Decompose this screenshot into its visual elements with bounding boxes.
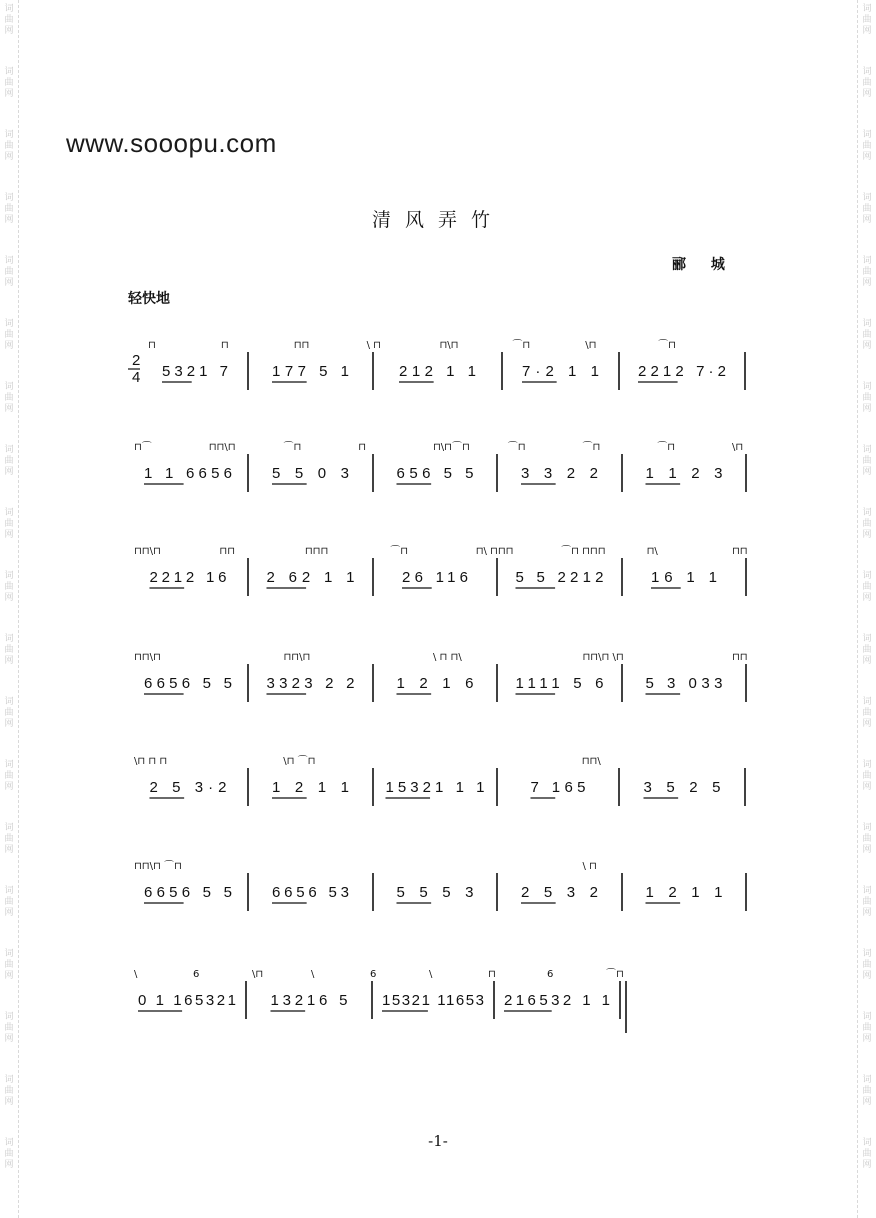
bowing-mark: ⊓⊓\⊓ \⊓ xyxy=(582,652,624,663)
watermark-mark: 词曲网 xyxy=(862,193,872,225)
bowing-mark: ⌒⊓ xyxy=(283,442,302,453)
measure-notes: 5321 7 xyxy=(162,363,228,380)
measure-notes: 15321 1 1 xyxy=(385,779,485,796)
song-title: 清风弄竹 xyxy=(371,209,504,231)
bowing-mark: 6 xyxy=(547,969,554,980)
bowing-mark: \ xyxy=(311,969,315,980)
watermark-mark: 词曲网 xyxy=(4,508,14,540)
watermark-mark: 词曲网 xyxy=(4,571,14,603)
bowing-mark: ⊓⌒ xyxy=(134,442,152,453)
measure-notes: 3323 2 2 xyxy=(266,675,355,692)
measure-notes: 16 1 1 xyxy=(651,569,717,586)
watermark-mark: 词曲网 xyxy=(4,319,14,351)
site-url[interactable]: www.sooopu.com xyxy=(66,128,277,158)
bowing-mark: ⌒⊓ xyxy=(582,442,601,453)
bowing-mark: ⊓⊓\⊓ xyxy=(134,652,161,663)
bowing-mark: ⊓⊓\⊓ ⌒⊓ xyxy=(134,861,182,872)
bowing-mark: \⊓ xyxy=(252,969,264,980)
measure-notes: 2 5 3·2 xyxy=(149,779,227,796)
watermark-mark: 词曲网 xyxy=(4,193,14,225)
watermark-mark: 词曲网 xyxy=(862,697,872,729)
measure-notes: 7 165 xyxy=(530,779,586,796)
measure-notes: 2 5 3 2 xyxy=(521,884,598,901)
bowing-mark: 6 xyxy=(193,969,200,980)
bowing-mark: ⌒⊓ ⊓⊓⊓ xyxy=(561,546,606,557)
bowing-mark: ⊓ xyxy=(220,340,229,351)
watermark-mark: 词曲网 xyxy=(4,949,14,981)
measure-notes: 7·2 1 1 xyxy=(522,363,599,380)
measure-notes: 5 5 2212 xyxy=(515,569,604,586)
measure-notes: 177 5 1 xyxy=(272,363,349,380)
bowing-mark: ⊓\⊓ xyxy=(439,340,459,351)
watermark-mark: 词曲网 xyxy=(862,1138,872,1170)
measure-notes: 5 5 0 3 xyxy=(272,465,349,482)
measure-notes: 3 5 2 5 xyxy=(643,779,721,796)
time-signature-bottom: 4 xyxy=(132,369,141,386)
watermark-mark: 词曲网 xyxy=(862,886,872,918)
bowing-mark: \ ⊓ xyxy=(582,861,597,872)
bowing-mark: ⊓\⊓⌒⊓ xyxy=(433,442,470,453)
bowing-mark: ⊓ xyxy=(148,340,156,351)
watermark-mark: 词曲网 xyxy=(862,382,872,414)
bowing-mark: ⊓⊓ xyxy=(219,546,236,557)
watermark-mark: 词曲网 xyxy=(4,823,14,855)
watermark-mark: 词曲网 xyxy=(862,508,872,540)
measure-notes: 216532 1 1 xyxy=(504,992,610,1009)
bowing-mark: \ ⊓ xyxy=(366,340,381,351)
measure-notes: 6656 5 5 xyxy=(144,675,232,692)
watermark-mark: 词曲网 xyxy=(862,67,872,99)
bowing-mark: ⊓⊓ xyxy=(732,546,748,557)
bowing-mark: \ xyxy=(429,969,433,980)
watermark-mark: 词曲网 xyxy=(862,760,872,792)
composer-name: 郦 城 xyxy=(672,257,735,273)
watermark-mark: 词曲网 xyxy=(862,823,872,855)
watermark-mark: 词曲网 xyxy=(862,4,872,36)
measure-notes: 5 3 033 xyxy=(645,675,723,692)
bowing-mark: ⊓\ xyxy=(646,546,658,557)
bowing-mark: 6 xyxy=(370,969,377,980)
watermark-mark: 词曲网 xyxy=(4,256,14,288)
measure-notes: 2 62 1 1 xyxy=(266,569,355,586)
measure-notes: 0 1 165321 xyxy=(138,992,236,1009)
watermark-mark: 词曲网 xyxy=(4,382,14,414)
watermark-mark: 词曲网 xyxy=(862,256,872,288)
bowing-mark: ⌒⊓ xyxy=(657,442,676,453)
bowing-mark: ⊓⊓ xyxy=(732,652,748,663)
bowing-mark: ⌒⊓ xyxy=(507,442,526,453)
measure-notes: 1111 5 6 xyxy=(515,675,604,692)
watermark-mark: 词曲网 xyxy=(862,1075,872,1107)
bowing-mark: ⌒⊓ xyxy=(390,546,409,557)
watermark-mark: 词曲网 xyxy=(4,697,14,729)
bowing-mark: ⊓⊓\⊓ xyxy=(208,442,236,453)
bowing-mark: ⌒⊓ xyxy=(658,340,676,351)
bowing-mark: ⊓⊓\ xyxy=(581,756,601,767)
measure-notes: 1 2 1 1 xyxy=(272,779,349,796)
bowing-mark: \ xyxy=(134,969,138,980)
bowing-mark: ⊓⊓\⊓ xyxy=(283,652,311,663)
watermark-mark: 词曲网 xyxy=(4,634,14,666)
measure-notes: 13216 5 xyxy=(270,992,348,1009)
bowing-mark: ⌒⊓ xyxy=(512,340,531,351)
measure-notes: 1 1 2 3 xyxy=(645,465,723,482)
measure-notes: 1 2 1 6 xyxy=(396,675,474,692)
measure-notes: 1 1 6656 xyxy=(144,465,232,482)
bowing-mark: ⊓ xyxy=(488,969,496,980)
bowing-mark: ⊓\ ⊓⊓⊓ xyxy=(475,546,514,557)
watermark-mark: 词曲网 xyxy=(862,571,872,603)
watermark-mark: 词曲网 xyxy=(4,760,14,792)
measure-notes: 6656 53 xyxy=(272,884,349,901)
bowing-mark: ⊓ xyxy=(358,442,367,453)
watermark-mark: 词曲网 xyxy=(4,1012,14,1044)
watermark-mark: 词曲网 xyxy=(862,319,872,351)
measure-notes: 212 1 1 xyxy=(399,363,476,380)
bowing-mark: ⊓⊓⊓ xyxy=(304,546,329,557)
watermark-mark: 词曲网 xyxy=(4,130,14,162)
page-number: -1- xyxy=(428,1132,448,1150)
bowing-mark: \ ⊓ ⊓\ xyxy=(433,652,462,663)
bowing-mark: ⊓⊓\⊓ xyxy=(134,546,161,557)
time-signature-top: 2 xyxy=(132,352,141,369)
watermark-mark: 词曲网 xyxy=(4,886,14,918)
watermark-mark: 词曲网 xyxy=(4,4,14,36)
measure-notes: 15321 11653 xyxy=(382,992,484,1009)
measure-notes: 656 5 5 xyxy=(396,465,474,482)
watermark-mark: 词曲网 xyxy=(4,67,14,99)
watermark-mark: 词曲网 xyxy=(862,445,872,477)
bowing-mark: ⊓⊓ xyxy=(293,340,310,351)
watermark-mark: 词曲网 xyxy=(862,949,872,981)
bowing-mark: \⊓ xyxy=(585,340,597,351)
watermark-mark: 词曲网 xyxy=(862,1012,872,1044)
bowing-mark: \⊓ ⊓ ⊓ xyxy=(134,756,168,767)
watermark-mark: 词曲网 xyxy=(862,130,872,162)
measure-notes: 2212 7·2 xyxy=(638,363,726,380)
measure-notes: 5 5 5 3 xyxy=(396,884,474,901)
watermark-mark: 词曲网 xyxy=(4,445,14,477)
bowing-mark: \⊓ ⌒⊓ xyxy=(283,756,316,767)
measure-notes: 1 2 1 1 xyxy=(645,884,723,901)
bowing-mark: \⊓ xyxy=(732,442,744,453)
measure-notes: 3 3 2 2 xyxy=(521,465,598,482)
tempo-marking: 轻快地 xyxy=(128,291,170,307)
measure-notes: 6656 5 5 xyxy=(144,884,232,901)
watermark-mark: 词曲网 xyxy=(4,1138,14,1170)
bowing-mark: ⌒⊓ xyxy=(606,969,624,980)
measure-notes: 26 116 xyxy=(402,569,468,586)
watermark-mark: 词曲网 xyxy=(862,634,872,666)
watermark-mark: 词曲网 xyxy=(4,1075,14,1107)
measure-notes: 2212 16 xyxy=(149,569,227,586)
